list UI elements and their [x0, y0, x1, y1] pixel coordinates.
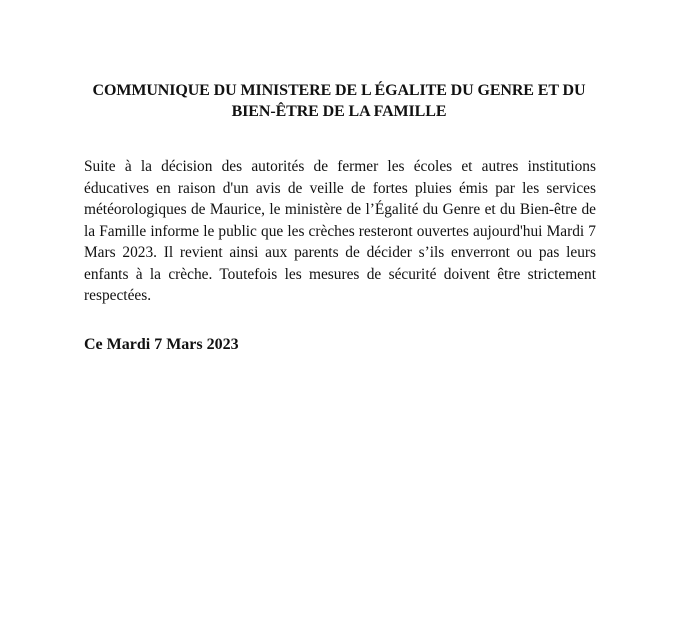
title-line-1: COMMUNIQUE DU MINISTERE DE L ÉGALITE DU GENRE ET DU [92, 82, 586, 99]
communique-body: Suite à la décision des autorités de fermer les écoles et autres institutions éducatives en raison d'un avis de veille de fortes pluies émis par les services météorologiques de Maurice, le ministère de l’Égalité du Genre et du Bien-être de la Famille informe le public que les crèches resteront ouvertes aujourd'hui Mardi 7 Mars 2023. Il revient ainsi aux parents de décider s’ils enverront ou pas leurs enfants à la crèche. Toutefois les mesures de sécurité doivent être strictement respectées. [84, 158, 596, 304]
communique-title [60, 80, 618, 122]
dateline: Ce Mardi 7 Mars 2023 [84, 336, 239, 353]
title-line-2: BIEN-ÊTRE DE LA FAMILLE [231, 103, 447, 120]
